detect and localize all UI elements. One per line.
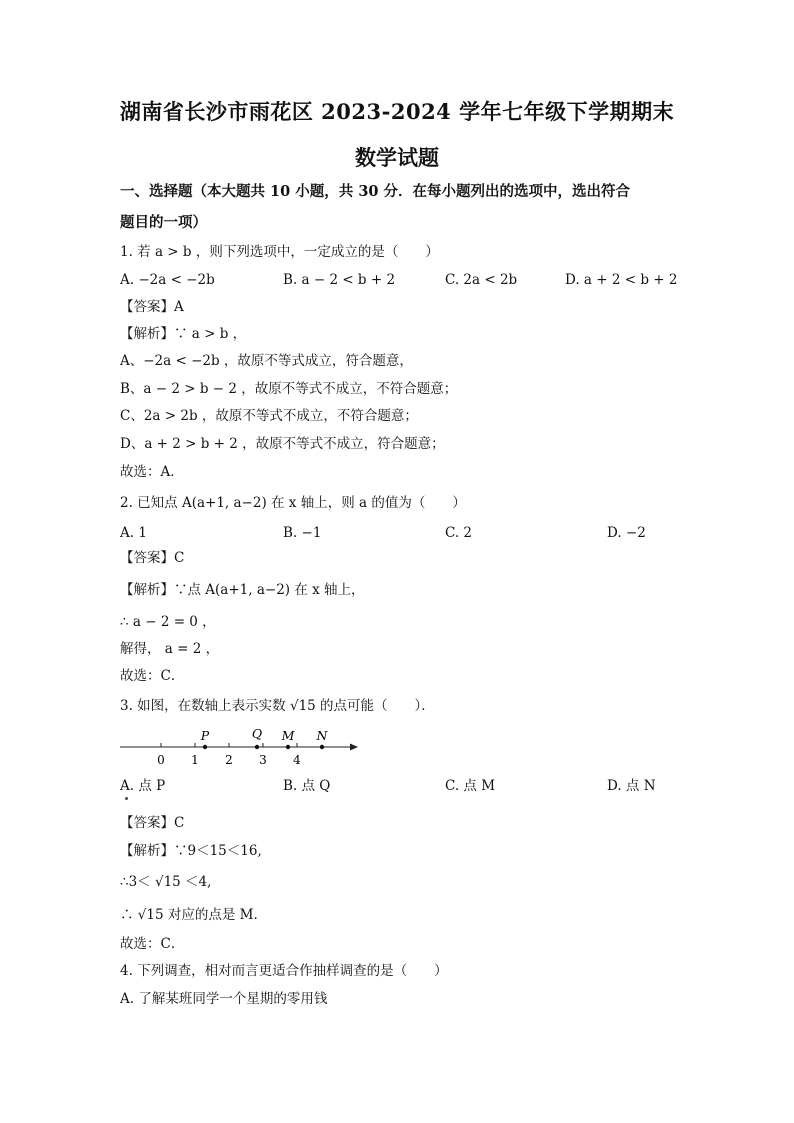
q2-option-a: A. 1 [120, 525, 147, 541]
tick-label-1: 1 [191, 753, 199, 767]
point-n-dot [320, 745, 324, 749]
tick-label-0: 0 [157, 753, 165, 767]
question-3-stem: 3. 如图，在数轴上表示实数 √15 的点可能（ ）． [120, 698, 435, 714]
q1-option-d: D. a + 2 < b + 2 [565, 272, 678, 288]
number-line-arrow [350, 744, 358, 751]
q1-answer: 【答案】A [120, 299, 184, 315]
point-label-m: M [281, 728, 295, 743]
q3-option-d: D. 点 N [607, 778, 656, 794]
q1-option-b: B. a − 2 < b + 2 [283, 272, 396, 288]
point-q-dot [255, 745, 259, 749]
q2-option-d: D. −2 [607, 525, 646, 541]
point-p-dot [203, 745, 207, 749]
point-label-q: Q [251, 727, 263, 741]
q1-analysis-line: D、a + 2 > b + 2 ，故原不等式不成立，符合题意； [120, 436, 445, 452]
q2-option-c: C. 2 [445, 525, 473, 541]
q1-analysis-line: A、−2a < −2b ，故原不等式成立，符合题意， [120, 353, 413, 369]
section-heading-cont: 题目的一项） [120, 214, 207, 231]
point-label-n: N [316, 728, 328, 743]
section-heading: 一、选择题（本大题共 10 小题，共 30 分．在每小题列出的选项中，选出符合 [120, 183, 631, 200]
q3-option-b: B. 点 Q [283, 778, 331, 794]
number-line-figure [118, 727, 363, 769]
q1-option-c: C. 2a < 2b [445, 272, 518, 288]
tick-label-3: 3 [259, 753, 267, 767]
page-title: 湖南省长沙市雨花区 2023-2024 学年七年级下学期期末 [119, 99, 675, 124]
question-4-stem: 4. 下列调查，相对而言更适合作抽样调查的是（ ） [120, 963, 448, 979]
q1-analysis-line: C、2a > 2b ，故原不等式不成立，不符合题意； [120, 408, 418, 424]
q4-option-a: A. 了解某班同学一个星期的零用钱 [120, 991, 328, 1007]
q2-analysis-line: 解得， a = 2 ， [120, 641, 220, 657]
question-2-stem: 2. 已知点 A(a+1, a−2) 在 x 轴上，则 a 的值为（ ） [120, 495, 466, 511]
q3-analysis-line: 【解析】∵9＜15＜16, [120, 843, 262, 859]
tick-label-4: 4 [293, 753, 301, 767]
q3-option-c: C. 点 M [445, 778, 496, 794]
point-label-p: P [200, 728, 210, 743]
q3-option-a: A. 点 P [120, 778, 166, 794]
q3-analysis-line: ∴ √15 对应的点是 M. [120, 907, 258, 923]
q2-analysis-line: 【解析】∵点 A(a+1, a−2) 在 x 轴上， [120, 582, 365, 598]
q1-analysis-line: 【解析】∵ a > b ， [120, 326, 247, 342]
page-subtitle: 数学试题 [355, 145, 439, 170]
q3-analysis-line: 故选：C． [120, 936, 185, 952]
q1-analysis-line: B、a − 2 > b − 2 ，故原不等式不成立，不符合题意； [120, 381, 458, 397]
q1-analysis-line: 故选：A． [120, 464, 184, 480]
q1-option-a: A. −2a < −2b [120, 272, 215, 288]
question-1-stem: 1. 若 a > b ，则下列选项中，一定成立的是（ ） [120, 244, 439, 260]
stray-dot [125, 797, 128, 800]
q2-answer: 【答案】C [120, 550, 185, 566]
tick-label-2: 2 [225, 753, 233, 767]
q2-analysis-line: ∴ a − 2 = 0 ， [120, 614, 216, 630]
q2-option-b: B. −1 [283, 525, 322, 541]
q2-analysis-line: 故选：C． [120, 668, 185, 684]
q3-analysis-line: ∴3＜ √15 ＜4, [120, 874, 212, 890]
point-m-dot [286, 745, 290, 749]
q3-answer: 【答案】C [120, 815, 185, 831]
